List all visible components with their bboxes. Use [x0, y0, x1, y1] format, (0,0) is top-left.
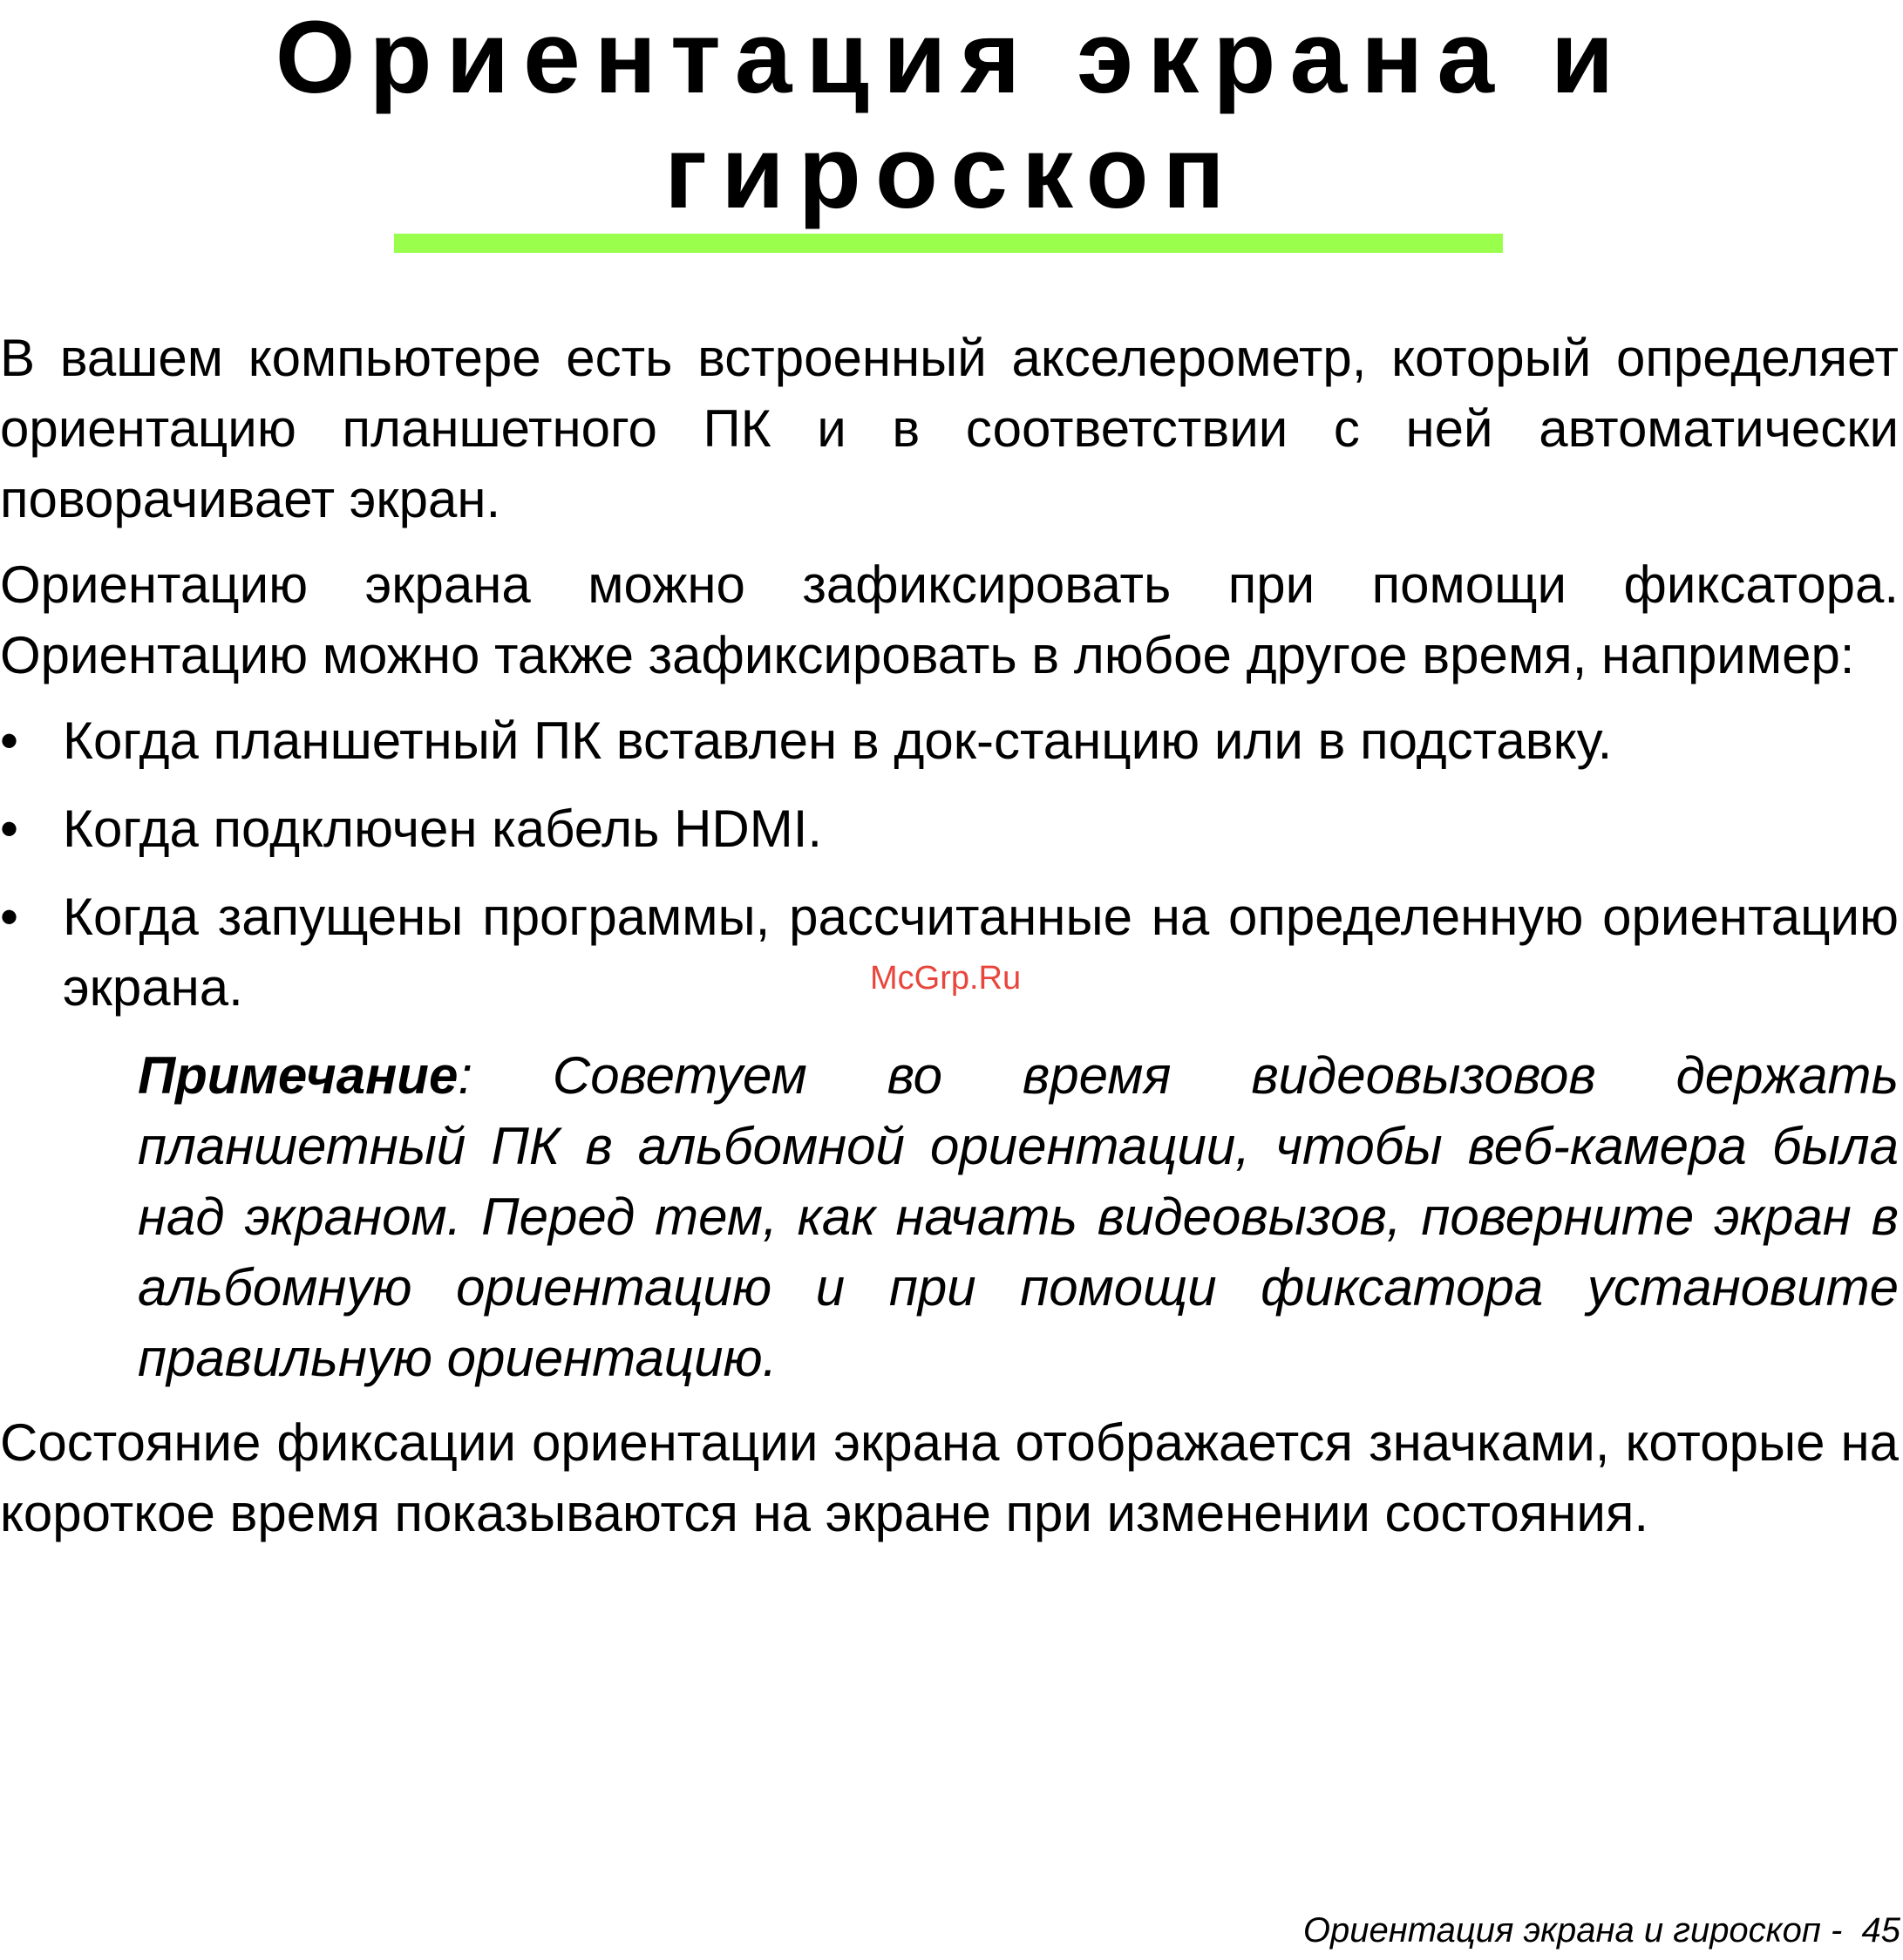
- list-item-text: Когда планшетный ПК вставлен в док-станцию или в подставку.: [63, 711, 1613, 770]
- list-item: [0, 881, 1899, 1023]
- list-item: [0, 793, 1899, 864]
- status-paragraph: Состояние фиксации ориентации экрана отображается значками, которые на короткое время показываются на экране при изменении состояния.: [0, 1413, 1899, 1542]
- page-body: [0, 323, 1899, 1563]
- bullet-icon: •: [0, 888, 19, 946]
- bullet-icon: •: [0, 800, 19, 858]
- page-number: 45: [1861, 1911, 1900, 1950]
- watermark-text: McGrp.Ru: [870, 960, 1022, 997]
- note-text: Советуем во время видеовызовов держать планшетный ПК в альбомной ориентации, чтобы веб-камера была над экраном. Перед тем, как начать видеовызов, поверните экран в альбомную ориентацию и при помощи фиксатора установите правильную ориентацию.: [138, 1046, 1899, 1387]
- bullet-icon: •: [0, 711, 19, 770]
- list-item-text: Когда подключен кабель HDMI.: [63, 800, 823, 858]
- lock-paragraph: Ориентацию экрана можно зафиксировать при помощи фиксатора. Ориентацию можно также зафиксировать в любое другое время, например:: [0, 555, 1899, 684]
- list-item-text: Когда запущены программы, рассчитанные на определенную ориентацию экрана.: [63, 888, 1899, 1017]
- note-block: [138, 1040, 1899, 1393]
- note-separator: :: [458, 1046, 472, 1105]
- list-item: [0, 705, 1899, 776]
- page-title-line-2: гироскоп: [664, 115, 1239, 230]
- note-label: Примечание: [138, 1046, 459, 1105]
- page-title: [0, 0, 1903, 230]
- title-underline-rule: [394, 234, 1503, 253]
- intro-paragraph: В вашем компьютере есть встроенный акселерометр, который определяет ориентацию планшетного ПК и в соответствии с ней автоматически поворачивает экран.: [0, 329, 1899, 528]
- page-footer: [1303, 1909, 1900, 1951]
- page-title-line-1: Ориентация экрана и: [275, 0, 1628, 115]
- footer-section-title: Ориентация экрана и гироскоп -: [1302, 1911, 1843, 1950]
